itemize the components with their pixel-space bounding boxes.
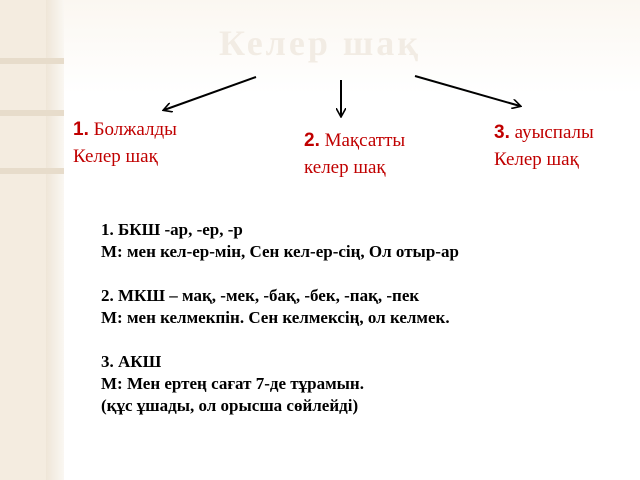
category-number: 3.	[494, 122, 510, 143]
category-predictive-future	[73, 116, 177, 170]
category-subtitle: келер шақ	[304, 157, 386, 178]
arrow-right	[415, 76, 520, 106]
category-subtitle: Келер шақ	[494, 149, 579, 170]
arrow-left	[164, 77, 256, 110]
section1-example: М: мен кел-ер-мін, Сен кел-ер-сің, Ол отыр-ар	[101, 242, 459, 261]
category-transitional-future	[494, 119, 594, 173]
section3-example-extra: (құс ұшады, ол орысша сөйлейді)	[101, 396, 359, 415]
category-name: Мақсатты	[324, 130, 406, 151]
section2-example: М: мен келмекпін. Сен келмексің, ол келмек.	[101, 308, 450, 327]
section3-rule: 3. АКШ	[101, 352, 162, 371]
section2-rule: 2. МКШ – мақ, -мек, -бақ, -бек, -пақ, -пек	[101, 286, 420, 305]
category-intentional-future	[304, 127, 405, 181]
category-subtitle: Келер шақ	[73, 146, 158, 167]
category-number: 1.	[73, 119, 89, 140]
category-name: ауыспалы	[514, 122, 594, 143]
section1-rule: 1. БКШ -ар, -ер, -р	[101, 220, 243, 239]
slide-title: Келер шақ	[218, 23, 422, 63]
section3-example: М: Мен ертең сағат 7-де тұрамын.	[101, 374, 364, 393]
category-number: 2.	[304, 130, 320, 151]
category-name: Болжалды	[93, 119, 177, 140]
explanation-text	[101, 219, 459, 417]
